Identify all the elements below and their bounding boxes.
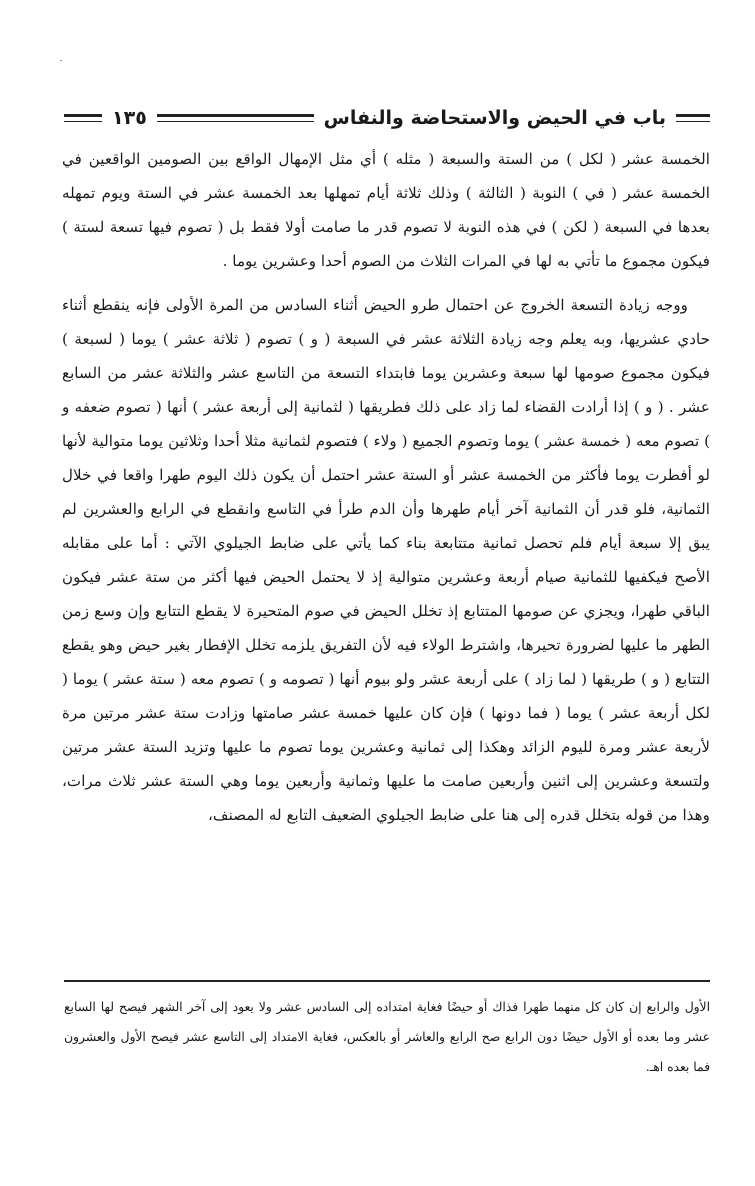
chapter-title: باب في الحيض والاستحاضة والنفاس [323,107,666,129]
header-rule-middle [157,114,314,123]
footnote-divider [64,980,710,982]
scan-speck [60,60,62,61]
page-header [64,104,710,132]
paragraph-2: ووجه زيادة التسعة الخروج عن احتمال طرو الحيض أثناء السادس من المرة الأولى فإنه ينقطع أثناء حادي عشريها، وبه يعلم وجه زيادة الثلاثة عشر في السبعة ( و ) تصوم ( ثلاثة عشر ) يوما ( لسبعة ) فيكون مجموع صومها لها سبعة وعشرين يوما فابتداء التسعة من التاسع عشر والثلاثة عشر من السابع عشر . ( و ) إذا أرادت القضاء لما زاد على ذلك فطريقها ( لثمانية إلى أربعة عشر ) أنها ( تصوم ضعفه و ) تصوم معه ( خمسة عشر ) يوما وتصوم الجميع ( ولاء ) فتصوم لثمانية مثلا أحدا وثلاثين يوما متوالية لأنها لو أفطرت يوما فأكثر من الخمسة عشر أو الستة عشر احتمل أن يكون ذلك اليوم طهرا واقعا في خلال الثمانية، فلو قدر أن الثمانية آخر أيام طهرها وأن الدم طرأ في التاسع وانقطع في الرابع والعشرين لم يبق إلا سبعة أيام فلم تحصل ثمانية متتابعة بناء كما يأتي على ضابط الجيلوي الآتي : أما على مقابله الأصح فيكفيها للثمانية صيام أربعة وعشرين متوالية إذ لا يحتمل الحيض فيها أكثر من ستة عشر فيكون الباقي طهرا، ويجزي عن صومها المتتابع إذ تخلل الحيض في صوم المتحيرة لا يقطع التتابع وإن وسع زمن الطهر ما عليها لضرورة تحيرها، واشترط الولاء فيه لأن التفريق يلزمه تخلل الإفطار بغير حيض وهو يقطع التتابع ( و ) طريقها ( لما زاد ) على أربعة عشر ولو بيوم أنها ( تصومه و ) تصوم معه ( ستة عشر ) يوما ( لكل أربعة عشر ) يوما ( فما دونها ) فإن كان عليها خمسة عشر صامتها وزادت ستة عشر مرتين مرة لأربعة عشر ومرة لليوم الزائد وهكذا إلى ثمانية وعشرين يوما تصوم ما عليها وتزيد الستة عشر مرتين ولتسعة وعشرين إلى اثنين وأربعين صامت ما عليها وثمانية وأربعين يوما وهي الستة عشر ثلاث مرات، وهذا من قوله بتخلل قدره إلى هنا على ضابط الجيلوي الضعيف التابع له المصنف، [62,296,710,824]
main-text [62,142,710,832]
header-rule-right [676,114,710,123]
footnote-text: الأول والرابع إن كان كل منهما طهرا فذاك أو حيضًا فغاية امتداده إلى السادس عشر ولا يعود إلى آخر الشهر فيصح لها السابع عشر وما بعده أو الأول حيضًا دون الرابع صح الرابع والعاشر أو بالعكس، فغاية الامتداد إلى التاسع عشر فيصح الأول والعشرون فما بعده اهـ. [64,1000,710,1074]
footnote [64,992,710,1082]
page-number: ١٣٥ [112,107,147,129]
paragraph-1: الخمسة عشر ( لكل ) من الستة والسبعة ( مثله ) أي مثل الإمهال الواقع بين الصومين الواقعين في الخمسة عشر ( في ) النوبة ( الثالثة ) وذلك ثلاثة أيام تمهلها بعد الخمسة عشر في الستة ويوم تمهله بعدها في السبعة ( لكن ) في هذه النوبة لا تصوم قدر ما صامت أولا فقط بل ( تصوم فيها تسعة لستة ) فيكون مجموع ما تأتي به لها في المرات الثلاث من الصوم أحدا وعشرين يوما . [62,150,710,270]
header-rule-left [64,114,102,123]
